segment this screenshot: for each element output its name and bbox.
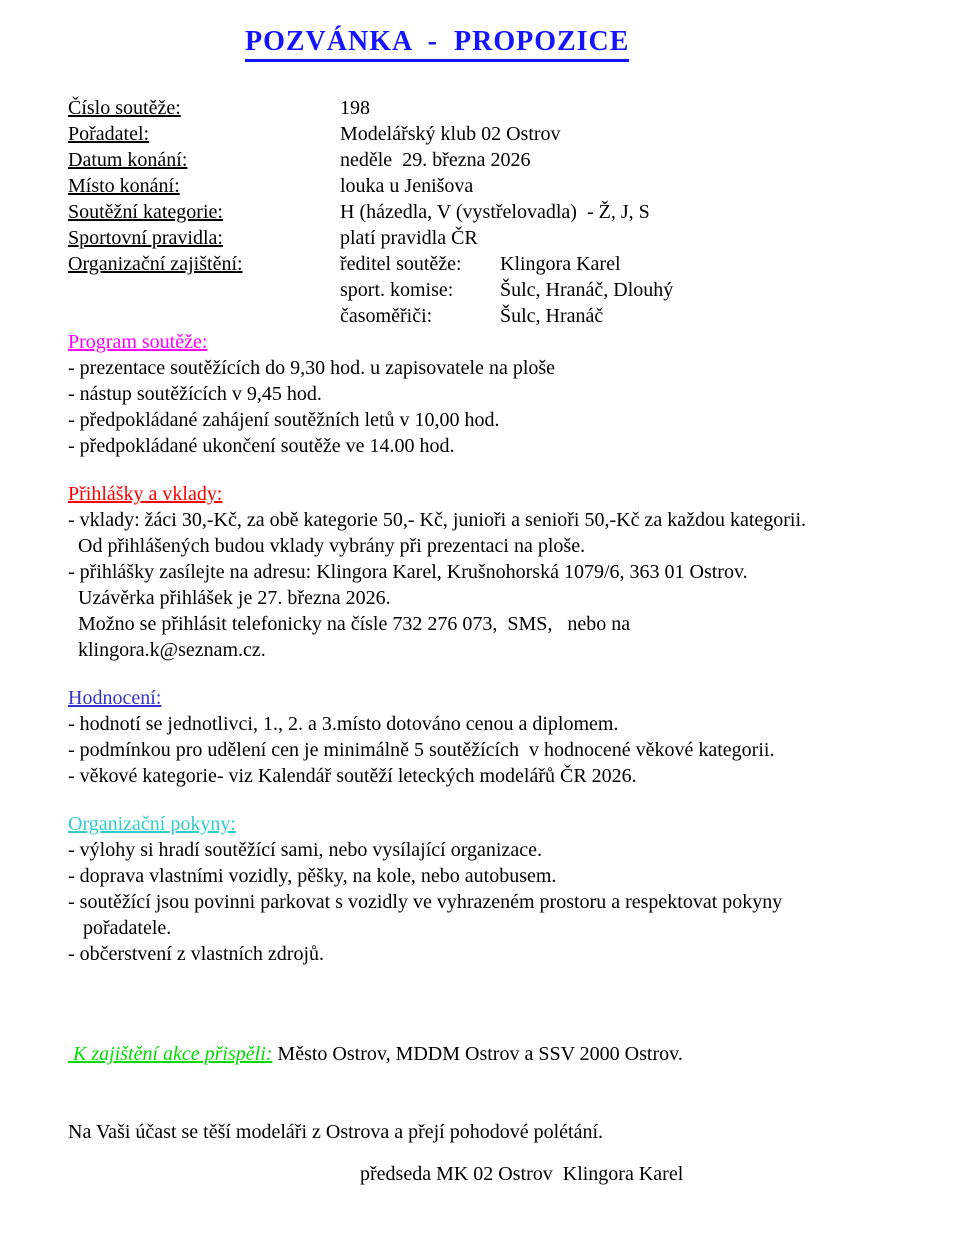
org-role: časoměřiči: <box>340 305 433 327</box>
info-field-row <box>68 95 924 121</box>
org-names: Klingora Karel <box>500 253 621 275</box>
sponsors-line <box>68 1041 924 1067</box>
field-label <box>68 303 340 329</box>
section-heading-scoring: Hodnocení: <box>68 687 162 709</box>
info-field-row <box>68 121 924 147</box>
section-scoring <box>68 685 924 789</box>
info-field-row <box>68 199 924 225</box>
field-value <box>340 251 621 277</box>
signature-line: předseda MK 02 Ostrov Klingora Karel <box>360 1163 684 1185</box>
info-field-row <box>68 277 924 303</box>
org-role: sport. komise: <box>340 279 454 301</box>
text-line: - věkové kategorie- viz Kalendář soutěží leteckých modelářů ČR 2026. <box>68 765 637 787</box>
text-line: - soutěžící jsou povinni parkovat s vozidly ve vyhrazeném prostoru a respektovat pokyny <box>68 891 783 913</box>
field-value: 198 <box>340 97 370 119</box>
info-field-row <box>68 173 924 199</box>
text-line: - předpokládané zahájení soutěžních letů v 10,00 hod. <box>68 409 500 431</box>
text-line: - vklady: žáci 30,-Kč, za obě kategorie 50,- Kč, junioři a senioři 50,-Kč za každou kategorii. <box>68 509 807 531</box>
org-role: ředitel soutěže: <box>340 253 462 275</box>
text-line: klingora.k@seznam.cz. <box>68 639 266 661</box>
field-value: Modelářský klub 02 Ostrov <box>340 123 561 145</box>
field-value <box>340 277 673 303</box>
section-heading-entries: Přihlášky a vklady: <box>68 483 223 505</box>
section-program <box>68 329 924 459</box>
field-label: Číslo soutěže: <box>68 97 181 119</box>
field-label: Soutěžní kategorie: <box>68 201 223 223</box>
text-line: - hodnotí se jednotlivci, 1., 2. a 3.místo dotováno cenou a diplomem. <box>68 713 619 735</box>
field-label: Místo konání: <box>68 175 180 197</box>
text-line: - nástup soutěžících v 9,45 hod. <box>68 383 322 405</box>
text-line: - občerstvení z vlastních zdrojů. <box>68 943 325 965</box>
text-line: - podmínkou pro udělení cen je minimálně 5 soutěžících v hodnocené věkové kategorii. <box>68 739 775 761</box>
info-field-row <box>68 251 924 277</box>
document-title: POZVÁNKA - PROPOZICE <box>245 25 629 62</box>
section-org-instructions <box>68 811 924 967</box>
field-label <box>68 277 340 303</box>
text-line: - přihlášky zasílejte na adresu: Klingora Karel, Krušnohorská 1079/6, 363 01 Ostrov. <box>68 561 748 583</box>
field-value: louka u Jenišova <box>340 175 474 197</box>
text-line: - prezentace soutěžících do 9,30 hod. u zapisovatele na ploše <box>68 357 556 379</box>
field-label: Pořadatel: <box>68 123 150 145</box>
text-line: - výlohy si hradí soutěžící sami, nebo vysílající organizace. <box>68 839 542 861</box>
sponsors-heading: K zajištění akce přispěli: <box>68 1043 273 1065</box>
field-value: H (házedla, V (vystřelovadla) - Ž, J, S <box>340 201 650 223</box>
text-line: - předpokládané ukončení soutěže ve 14.00 hod. <box>68 435 455 457</box>
text-line: Od přihlášených budou vklady vybrány při prezentaci na ploše. <box>68 535 586 557</box>
field-value: neděle 29. března 2026 <box>340 149 531 171</box>
sponsors-text: Město Ostrov, MDDM Ostrov a SSV 2000 Ostrov. <box>272 1043 683 1065</box>
closing-line: Na Vaši účast se těší modeláři z Ostrova a přejí pohodové polétání. <box>68 1121 604 1143</box>
text-line: Uzávěrka přihlášek je 27. března 2026. <box>68 587 391 609</box>
info-fields <box>68 95 924 329</box>
section-heading-program: Program soutěže: <box>68 331 208 353</box>
field-value <box>340 303 603 329</box>
section-heading-org-instructions: Organizační pokyny: <box>68 813 236 835</box>
info-field-row <box>68 303 924 329</box>
section-entries <box>68 481 924 663</box>
text-line: pořadatele. <box>68 917 172 939</box>
field-label: Organizační zajištění: <box>68 253 243 275</box>
info-field-row <box>68 225 924 251</box>
field-label: Datum konání: <box>68 149 188 171</box>
info-field-row <box>68 147 924 173</box>
org-names: Šulc, Hranáč <box>500 305 604 327</box>
field-label: Sportovní pravidla: <box>68 227 223 249</box>
text-line: - doprava vlastními vozidly, pěšky, na kole, nebo autobusem. <box>68 865 557 887</box>
text-line: Možno se přihlásit telefonicky na čísle 732 276 073, SMS, nebo na <box>68 613 631 635</box>
org-names: Šulc, Hranáč, Dlouhý <box>500 279 674 301</box>
field-value: platí pravidla ČR <box>340 227 478 249</box>
